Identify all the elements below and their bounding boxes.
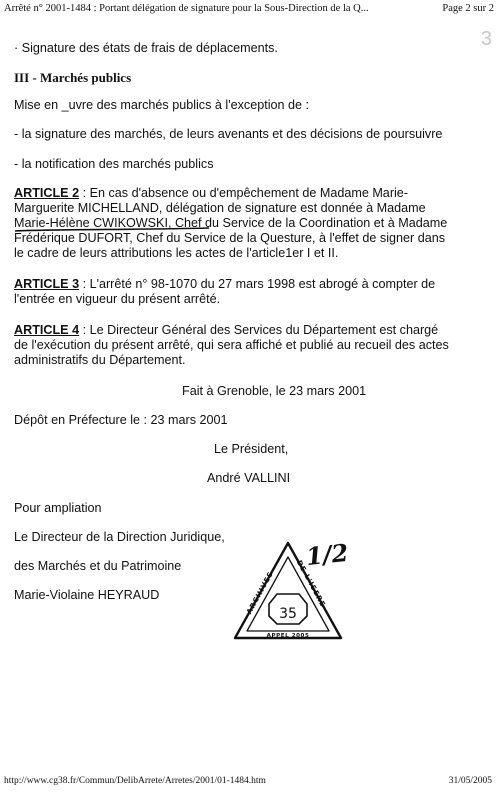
article-3-label: ARTICLE 3 [14, 277, 80, 291]
president-name: André VALLINI [207, 471, 291, 485]
mise-en-oeuvre-line: Mise en _uvre des marchés publics à l'exception de : [14, 98, 310, 112]
article-4-line-2: de l'exécution du présent arrêté, qui sera affiché et publié au recueil des actes [14, 338, 449, 352]
stamp-number: 35 [279, 606, 297, 622]
stamp-right-text: DE L'ISERE [294, 558, 327, 609]
article-2-line-3: Marie-Hélène CWIKOWSKI, Chef du Service de la Coordination et à Madame [14, 216, 448, 230]
stamp-left-text: ARCHIVES [245, 569, 276, 616]
president-title: Le Président, [214, 442, 289, 456]
signatory-name: Marie-Violaine HEYRAUD [14, 588, 160, 602]
header-title: Arrêté n° 2001-1484 : Portant délégation de signature pour la Sous-Direction de la Q... [4, 3, 369, 14]
depot-prefecture: Dépôt en Préfecture le : 23 mars 2001 [14, 413, 228, 427]
article-2-line-4: Frédérique DUFORT, Chef du Service de la Questure, à l'effet de signer dans [14, 231, 446, 245]
footer-url: http://www.cg38.fr/Commun/DelibArrete/Arretes/2001/01-1484.htm [4, 776, 266, 786]
pour-ampliation: Pour ampliation [14, 501, 102, 515]
fait-a-grenoble: Fait à Grenoble, le 23 mars 2001 [182, 384, 367, 398]
article-2-line-5: le cadre de leurs attributions les actes de l'article1er I et II. [14, 246, 339, 260]
directeur-line: Le Directeur de la Direction Juridique, [14, 530, 225, 544]
article-2-line-1: ARTICLE 2 : En cas d'absence ou d'empêchement de Madame Marie- [14, 186, 409, 200]
handwritten-note: 1/2 [304, 537, 350, 572]
header-page-number: Page 2 sur 2 [442, 3, 494, 14]
article-4-line-3: administratifs du Département. [14, 353, 186, 367]
section-title: III - Marchés publics [14, 70, 132, 85]
marches-patrimoine-line: des Marchés et du Patrimoine [14, 559, 182, 573]
footer-date: 31/05/2005 [448, 776, 492, 786]
article-4-line-1: ARTICLE 4 : Le Directeur Général des Services du Département est chargé [14, 323, 439, 337]
svg-text:ARCHIVES [245, 570, 275, 616]
exception-item-1: - la signature des marchés, de leurs avenants et des décisions de poursuivre [14, 127, 443, 141]
bullet-signature: · Signature des états de frais de déplacements. [14, 41, 278, 55]
article-4-label: ARTICLE 4 [14, 323, 80, 337]
article-3-line-1: ARTICLE 3 : L'arrêté n° 98-1070 du 27 mars 1998 est abrogé à compter de [14, 277, 436, 291]
corner-mark: 3 [480, 28, 492, 50]
article-2-label: ARTICLE 2 [14, 186, 80, 200]
stamp-bottom-text: APPEL 2005 [266, 633, 310, 639]
exception-item-2: - la notification des marchés publics [14, 157, 214, 171]
article-3-line-2: l'entrée en vigueur du présent arrêté. [14, 292, 221, 306]
print-header [4, 3, 494, 17]
article-2-line-2: Marguerite MICHELLAND, délégation de signature est donnée à Madame [14, 201, 426, 215]
